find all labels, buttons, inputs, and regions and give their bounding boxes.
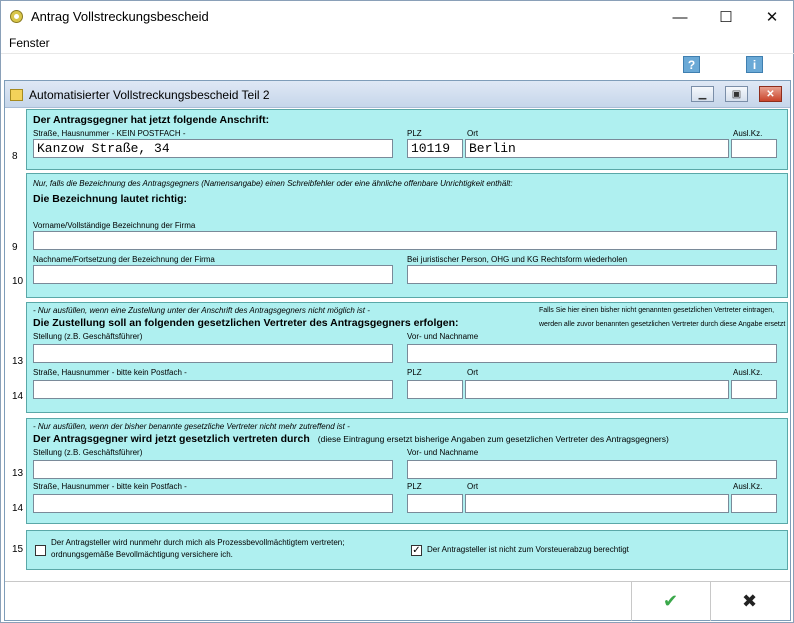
form-icon	[10, 89, 23, 101]
stellung-label: Stellung (z.B. Geschäftsführer)	[33, 332, 143, 341]
stellung-field[interactable]	[33, 460, 393, 479]
maximize-button[interactable]: ☐	[719, 9, 733, 26]
plz-field[interactable]	[407, 494, 463, 513]
check-mark: ✓	[412, 545, 421, 556]
row-number: 8	[12, 151, 18, 162]
section-heading: Die Bezeichnung lautet richtig:	[33, 193, 188, 205]
section-note: - Nur ausfüllen, wenn der bisher benannte gesetzliche Vertreter nicht mehr zutreffend ist -	[33, 422, 350, 431]
section-declarations	[26, 530, 788, 570]
street-label: Straße, Hausnummer - KEIN POSTFACH -	[33, 129, 186, 138]
section-heading: Der Antragsgegner hat jetzt folgende Anschrift:	[33, 114, 270, 126]
info-icon[interactable]: i	[746, 56, 763, 73]
form-area	[5, 109, 790, 577]
plz-label: PLZ	[407, 482, 422, 491]
ort-field[interactable]	[465, 494, 729, 513]
checkbox-no-input-tax-label: Der Antragsteller ist nicht zum Vorsteuerabzug berechtigt	[427, 545, 629, 554]
section-note: Nur, falls die Bezeichnung des Antragsgegners (Namensangabe) einen Schreibfehler oder eine ähnliche offenbare Unrichtigkeit enthält:	[33, 179, 513, 188]
street-field[interactable]	[33, 494, 393, 513]
row-number: 14	[12, 503, 24, 514]
street-field[interactable]	[33, 380, 393, 399]
minimize-button[interactable]: —	[672, 8, 688, 26]
rechtsform-label: Bei juristischer Person, OHG und KG Rechtsform wiederholen	[407, 255, 628, 264]
ausl-field[interactable]	[731, 380, 777, 399]
section-heading-sub: (diese Eintragung ersetzt bisherige Angaben zum gesetzlichen Vertreter des Antragsgegners)	[317, 434, 669, 444]
menu-bar	[1, 33, 794, 53]
vorname-label: Vorname/Vollständige Bezeichnung der Firma	[33, 221, 196, 230]
ok-button[interactable]: ✔	[631, 582, 709, 621]
section-heading-main: Der Antragsgegner wird jetzt gesetzlich vertreten durch	[33, 433, 310, 445]
ort-field[interactable]: Berlin	[465, 139, 729, 158]
row-number: 13	[12, 468, 24, 479]
ort-label: Ort	[467, 129, 479, 138]
row-number: 14	[12, 391, 24, 402]
inner-restore-button[interactable]: ▣	[725, 86, 748, 102]
stellung-field[interactable]	[33, 344, 393, 363]
name-label: Vor- und Nachname	[407, 332, 479, 341]
section-new-address	[26, 109, 788, 170]
checkbox-no-input-tax[interactable]	[411, 545, 422, 556]
checkbox-representation-label: Der Antragsteller wird nunmehr durch mich als Prozessbevollmächtigtem vertreten; ordnungsgemäße Bevollmächtigung versichere ich.	[51, 538, 345, 559]
row-number: 9	[12, 242, 18, 253]
nachname-field[interactable]	[33, 265, 393, 284]
inner-window-title: Automatisierter Vollstreckungsbescheid Teil 2	[29, 88, 270, 102]
section-sidenote: Falls Sie hier einen bisher nicht genannten gesetzlichen Vertreter eintragen, werden alle zuvor benannten gesetzlichen Vertreter durch diese Angabe ersetzt	[539, 307, 786, 328]
ausl-label: Ausl.Kz.	[733, 129, 763, 138]
name-field[interactable]	[407, 344, 777, 363]
row-number: 15	[12, 544, 24, 555]
street-label: Straße, Hausnummer - bitte kein Postfach -	[33, 368, 187, 377]
ausl-label: Ausl.Kz.	[733, 368, 763, 377]
toolbar	[1, 53, 794, 77]
app-icon	[10, 10, 23, 23]
plz-field[interactable]	[407, 380, 463, 399]
ort-label: Ort	[467, 482, 479, 491]
menu-fenster[interactable]: Fenster	[9, 36, 50, 50]
plz-label: PLZ	[407, 368, 422, 377]
ausl-field[interactable]	[731, 494, 777, 513]
ort-field[interactable]	[465, 380, 729, 399]
name-field[interactable]	[407, 460, 777, 479]
inner-close-button[interactable]: ✕	[759, 86, 782, 102]
section-heading	[33, 433, 669, 445]
footer-bar	[5, 581, 790, 620]
ort-label: Ort	[467, 368, 479, 377]
row-number: 13	[12, 356, 24, 367]
cancel-button[interactable]: ✖	[710, 582, 788, 621]
window-title: Antrag Vollstreckungsbescheid	[31, 9, 209, 24]
section-service-representative	[26, 302, 788, 413]
vorname-field[interactable]	[33, 231, 777, 250]
nachname-label: Nachname/Fortsetzung der Bezeichnung der Firma	[33, 255, 215, 264]
title-bar	[1, 1, 794, 33]
help-icon[interactable]: ?	[683, 56, 700, 73]
row-number: 10	[12, 276, 24, 287]
stellung-label: Stellung (z.B. Geschäftsführer)	[33, 448, 143, 457]
ausl-label: Ausl.Kz.	[733, 482, 763, 491]
section-heading: Die Zustellung soll an folgenden gesetzlichen Vertreter des Antragsgegners erfolgen:	[33, 317, 459, 329]
inner-title-bar	[5, 81, 790, 108]
section-note: - Nur ausfüllen, wenn eine Zustellung unter der Anschrift des Antragsgegners nicht möglich ist -	[33, 306, 370, 315]
inner-minimize-button[interactable]: ▁	[691, 86, 714, 102]
checkbox-representation[interactable]	[35, 545, 46, 556]
close-button[interactable]: ✕	[765, 9, 779, 26]
section-name-correction	[26, 173, 788, 298]
street-label: Straße, Hausnummer - bitte kein Postfach -	[33, 482, 187, 491]
plz-label: PLZ	[407, 129, 422, 138]
ausl-field[interactable]	[731, 139, 777, 158]
inner-window	[4, 80, 791, 621]
section-new-representative	[26, 418, 788, 524]
name-label: Vor- und Nachname	[407, 448, 479, 457]
rechtsform-field[interactable]	[407, 265, 777, 284]
plz-field[interactable]: 10119	[407, 139, 463, 158]
street-field[interactable]: Kanzow Straße, 34	[33, 139, 393, 158]
